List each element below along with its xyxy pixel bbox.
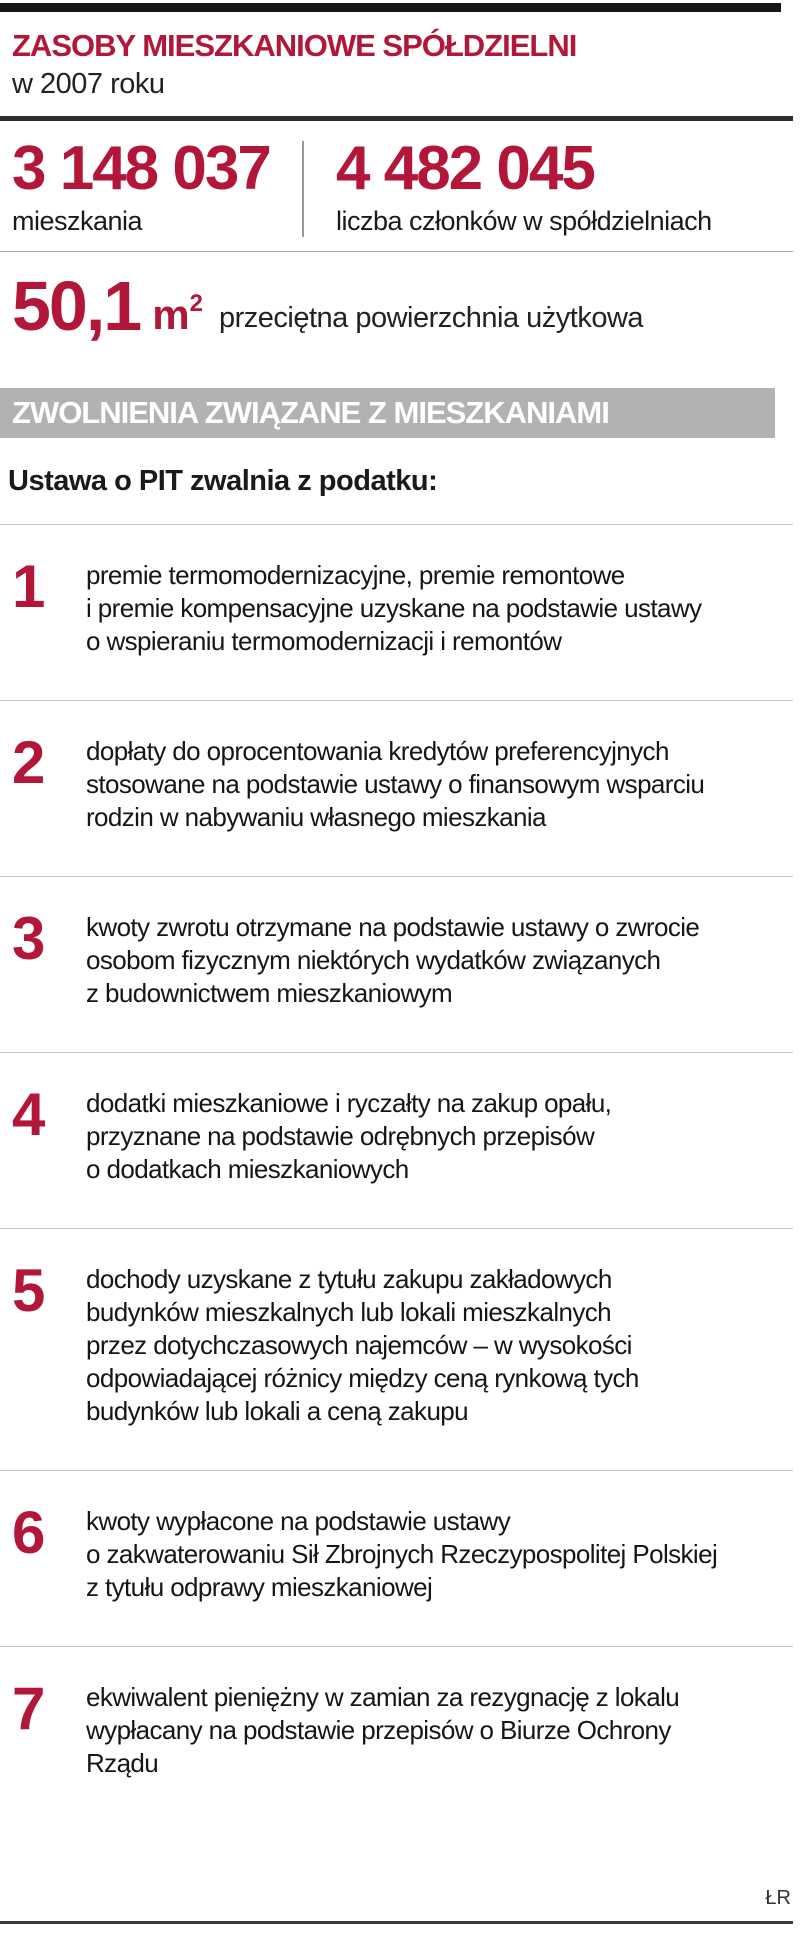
list-item-6	[0, 1471, 805, 1646]
stat-members	[304, 135, 712, 239]
stat-area-value: 50,1	[12, 267, 141, 345]
stat-dwellings-value: 3 148 037	[12, 134, 270, 203]
top-border-bar	[0, 3, 781, 12]
list-item-7-text: ekwiwalent pieniężny w zamian za rezygnację z lokalu wypłacany na podstawie przepisów o Biurze Ochrony Rządu	[86, 1682, 680, 1778]
stat-average-area	[0, 252, 805, 388]
stat-area-label: przeciętna powierzchnia użytkowa	[218, 302, 644, 334]
list-item-7	[0, 1647, 805, 1822]
list-item-2	[0, 701, 805, 876]
list-item-5-text: dochody uzyskane z tytułu zakupu zakładowych budynków mieszkalnych lub lokali mieszkalnych przez dotychczasowych najemców – w wysokości odpowiadającej różnicy między ceną rynkową tych budynków lub lokali a ceną zakupu	[86, 1264, 639, 1426]
list-item-3	[0, 877, 805, 1052]
stat-area-unit-base: m	[152, 291, 190, 338]
list-item-3-number: 3	[12, 905, 46, 972]
stat-dwellings-label: mieszkania	[12, 206, 143, 236]
stat-area-unit	[152, 281, 203, 338]
list-item-6-number: 6	[12, 1499, 46, 1566]
list-item-1	[0, 525, 805, 700]
list-item-4	[0, 1053, 805, 1228]
list-item-4-text: dodatki mieszkaniowe i ryczałty na zakup opału, przyznane na podstawie odrębnych przepisów o dodatkach mieszkaniowych	[86, 1088, 612, 1184]
list-item-4-number: 4	[12, 1081, 46, 1148]
list-item-5-number: 5	[12, 1257, 46, 1324]
credit: ŁR	[765, 1887, 791, 1909]
list-item-1-text: premie termomodernizacyjne, premie remontowe i premie kompensacyjne uzyskane na podstawie ustawy o wspieraniu termomodernizacji i remontów	[86, 560, 702, 656]
list-item-2-number: 2	[12, 729, 46, 796]
stat-members-label: liczba członków w spółdzielniach	[336, 206, 712, 236]
stat-dwellings	[0, 135, 302, 239]
section-intro: Ustawa o PIT zwalnia z podatku:	[8, 465, 438, 497]
stat-area-unit-sup: 2	[189, 290, 203, 317]
list-item-7-number: 7	[12, 1675, 46, 1742]
section-banner: ZWOLNIENIA ZWIĄZANE Z MIESZKANIAMI	[0, 388, 775, 438]
stat-members-value: 4 482 045	[336, 134, 594, 203]
list-item-6-text: kwoty wypłacone na podstawie ustawy o zakwaterowaniu Sił Zbrojnych Rzeczypospolitej Polskiej z tytułu odprawy mieszkaniowej	[86, 1506, 718, 1602]
list-item-5	[0, 1229, 805, 1470]
list-item-1-number: 1	[12, 553, 46, 620]
list-item-2-text: dopłaty do oprocentowania kredytów preferencyjnych stosowane na podstawie ustawy o finansowym wsparciu rodzin w nabywaniu własnego mieszkania	[86, 736, 705, 832]
list-item-3-text: kwoty zwrotu otrzymane na podstawie ustawy o zwrocie osobom fizycznym niektórych wydatków związanych z budownictwem mieszkaniowym	[86, 912, 700, 1008]
stats-row	[0, 121, 805, 251]
page-title: ZASOBY MIESZKANIOWE SPÓŁDZIELNI	[12, 28, 577, 63]
page-subtitle: w 2007 roku	[12, 68, 165, 100]
bottom-border-bar	[0, 1921, 793, 1924]
